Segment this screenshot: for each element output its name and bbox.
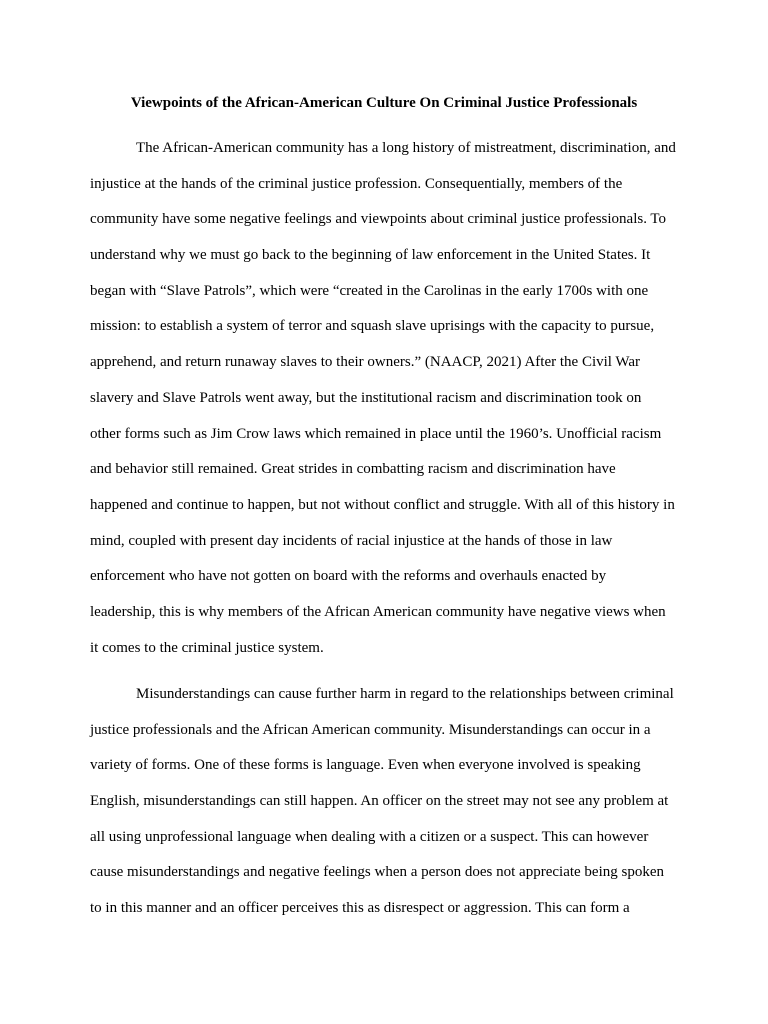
document-title: Viewpoints of the African-American Culture On Criminal Justice Professionals — [130, 95, 638, 111]
paragraph-line: began with “Slave Patrols”, which were “created in the Carolinas in the early 1700s with one — [90, 283, 649, 299]
paragraph-line: understand why we must go back to the beginning of law enforcement in the United States. It — [90, 247, 651, 263]
paragraph-line: mind, coupled with present day incidents of racial injustice at the hands of those in law — [90, 533, 613, 549]
paragraph-line: enforcement who have not gotten on board with the reforms and overhauls enacted by — [90, 568, 607, 584]
paragraph-line: Misunderstandings can cause further harm in regard to the relationships between criminal — [136, 686, 674, 702]
paragraph-line: happened and continue to happen, but not without conflict and struggle. With all of this history in — [90, 497, 675, 513]
paragraph-line: it comes to the criminal justice system. — [90, 640, 324, 656]
paragraph-line: mission: to establish a system of terror and squash slave uprisings with the capacity to pursue, — [90, 318, 655, 334]
paragraph-line: variety of forms. One of these forms is language. Even when everyone involved is speaking — [90, 757, 641, 773]
paragraph-line: other forms such as Jim Crow laws which remained in place until the 1960’s. Unofficial racism — [90, 426, 662, 442]
paragraph-line: justice professionals and the African American community. Misunderstandings can occur in a — [90, 722, 651, 738]
paragraph-line: leadership, this is why members of the African American community have negative views when — [90, 604, 666, 620]
paragraph-line: to in this manner and an officer perceives this as disrespect or aggression. This can form a — [90, 900, 630, 916]
paragraph-line: injustice at the hands of the criminal justice profession. Consequentially, members of the — [90, 176, 623, 192]
paragraph-line: and behavior still remained. Great strides in combatting racism and discrimination have — [90, 461, 616, 477]
paragraph-line: The African-American community has a long history of mistreatment, discrimination, and — [136, 140, 676, 156]
paragraph-line: community have some negative feelings and viewpoints about criminal justice professionals. To — [90, 211, 667, 227]
paragraph-line: all using unprofessional language when dealing with a citizen or a suspect. This can however — [90, 829, 649, 845]
paragraph-line: cause misunderstandings and negative feelings when a person does not appreciate being spoken — [90, 864, 664, 880]
paragraph-line: slavery and Slave Patrols went away, but the institutional racism and discrimination took on — [90, 390, 642, 406]
paragraph-line: English, misunderstandings can still happen. An officer on the street may not see any problem at — [90, 793, 669, 809]
paragraph-line: apprehend, and return runaway slaves to their owners.” (NAACP, 2021) After the Civil War — [90, 354, 641, 370]
